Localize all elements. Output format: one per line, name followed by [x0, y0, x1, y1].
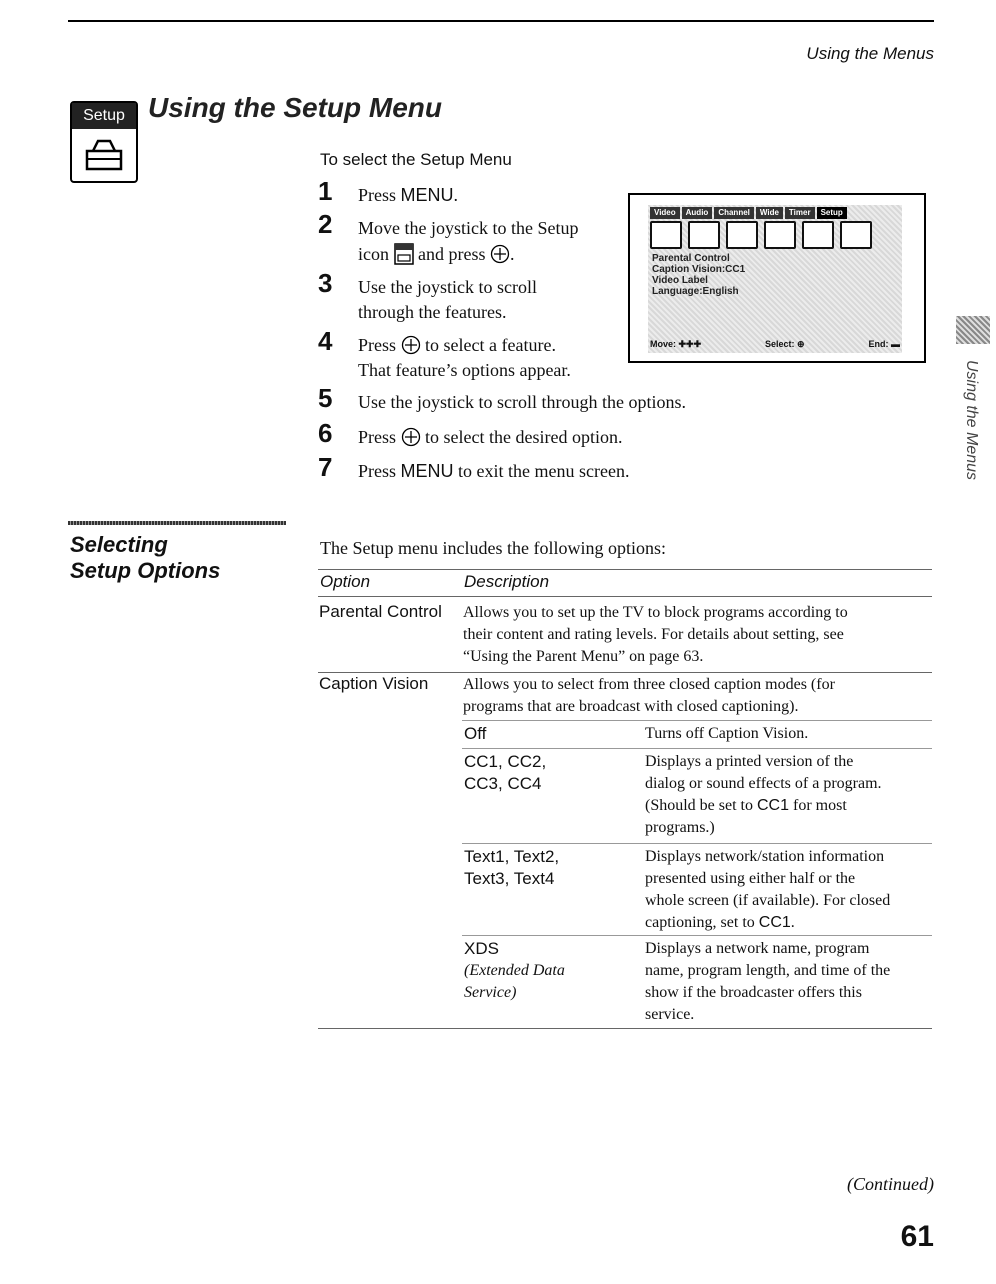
osd-select-hint: Select: ⊕ — [765, 339, 805, 349]
sub-row-rule — [462, 748, 932, 749]
osd-tab: Video — [650, 207, 680, 219]
description-line: whole screen (if available). For closed — [645, 892, 891, 909]
suboption-text — [464, 846, 559, 890]
setup-icon — [840, 221, 872, 249]
description-line: programs that are broadcast with closed captioning). — [463, 698, 799, 715]
suboption-name-line: XDS — [464, 939, 499, 958]
procedure-heading: To select the Setup Menu — [320, 150, 512, 169]
osd-tab: Wide — [756, 207, 783, 219]
section-title-line: Selecting — [70, 532, 168, 557]
description-line — [645, 795, 882, 817]
osd-tab: Timer — [785, 207, 815, 219]
osd-item: Video Label — [652, 275, 708, 286]
timer-icon — [802, 221, 834, 249]
description-code: CC1 — [757, 797, 790, 814]
description-line: show if the broadcaster offers this — [645, 984, 862, 1001]
step-number: 7 — [318, 452, 333, 482]
suboption-name-line: CC1, CC2, — [464, 752, 547, 771]
wide-icon — [764, 221, 796, 249]
step-number: 1 — [318, 176, 333, 206]
description-line: “Using the Parent Menu” on page 63. — [463, 648, 704, 665]
channel-icon — [726, 221, 758, 249]
step-text: Use the joystick to scroll — [358, 277, 537, 297]
description-line: Displays network/station information — [645, 848, 885, 865]
joystick-press-icon — [401, 335, 421, 355]
option-caption-vision: Caption Vision — [319, 674, 429, 693]
header-rule — [318, 596, 932, 597]
description-line: their content and rating levels. For details about setting, see — [463, 626, 844, 643]
description-text: for most — [789, 797, 847, 814]
osd-item-list — [652, 253, 745, 297]
osd-hint-text: Move: — [650, 339, 677, 349]
osd-hint-text: End: — [868, 339, 889, 349]
suboption-name-line: Text3, Text4 — [464, 869, 555, 888]
joystick-press-icon — [401, 427, 421, 447]
option-description — [463, 602, 848, 668]
suboption-name-line: CC3, CC4 — [464, 774, 542, 793]
menu-button-name: MENU — [400, 461, 454, 481]
suboption-off: Off — [464, 724, 487, 743]
setup-badge-label: Setup — [72, 103, 136, 129]
osd-tab-selected: Setup — [817, 207, 847, 219]
description-line — [645, 912, 890, 934]
col-header-option: Option — [320, 572, 371, 591]
description-line: programs.) — [645, 819, 715, 836]
step-text: Press — [358, 461, 401, 481]
step-text: to exit the menu screen. — [453, 461, 630, 481]
description-line: presented using either half or the — [645, 870, 856, 887]
description-text: . — [790, 914, 795, 931]
sub-row-rule — [462, 720, 932, 721]
step-text: Press — [358, 335, 397, 355]
table-bottom-rule — [318, 1028, 932, 1029]
setup-small-icon — [394, 243, 414, 265]
sub-row-rule — [462, 843, 932, 844]
osd-item: Language:English — [652, 286, 739, 297]
suboption-xds — [464, 938, 565, 1004]
step-text: to select the desired option. — [425, 427, 623, 447]
osd-tab-bar — [650, 207, 900, 219]
continued-note: (Continued) — [847, 1174, 934, 1194]
running-header: Using the Menus — [806, 44, 934, 63]
description-line: Allows you to select from three closed caption modes (for — [463, 676, 835, 693]
menu-button-name: MENU — [400, 185, 454, 205]
description-text: captioning, set to — [645, 914, 759, 931]
side-tab-text: Using the Menus — [963, 359, 980, 481]
step-text: That feature’s options appear. — [358, 360, 571, 380]
osd-move-hint: Move: ✚✚✚ — [650, 339, 702, 349]
step-text: Press — [358, 185, 401, 205]
suboption-name-line: Text1, Text2, — [464, 847, 560, 866]
section-intro: The Setup menu includes the following options: — [320, 538, 666, 558]
suboption-description — [645, 751, 882, 839]
side-tab-label — [956, 350, 986, 490]
osd-panel — [648, 205, 902, 353]
description-code: CC1 — [758, 914, 791, 931]
step-number: 3 — [318, 268, 333, 298]
osd-tab: Channel — [714, 207, 754, 219]
osd-end-hint: End: ▬ — [868, 339, 900, 349]
sub-row-rule — [462, 935, 932, 936]
joystick-press-icon — [490, 244, 510, 264]
option-parental-control: Parental Control — [319, 602, 442, 621]
table-top-rule — [318, 569, 932, 570]
step-text: to select a feature. — [425, 335, 556, 355]
osd-footer — [650, 339, 900, 350]
osd-hint-text: Select: — [765, 339, 795, 349]
suboption-description — [645, 938, 890, 1026]
step-text: . — [509, 244, 515, 264]
setup-toolbox-icon — [84, 135, 124, 173]
description-line: name, program length, and time of the — [645, 962, 891, 979]
page-number: 61 — [900, 1220, 934, 1253]
col-header-description: Description — [464, 572, 550, 591]
step-text: Use the joystick to scroll through the options. — [358, 392, 686, 412]
step-number: 2 — [318, 209, 333, 239]
suboption-description — [645, 846, 890, 934]
step-number: 6 — [318, 418, 333, 448]
row-rule — [318, 672, 932, 673]
description-text: (Should be set to — [645, 797, 757, 814]
setup-badge — [70, 101, 138, 183]
page-title: Using the Setup Menu — [148, 92, 442, 123]
section-title-line: Setup Options — [70, 558, 221, 583]
description-line: dialog or sound effects of a program. — [645, 775, 882, 792]
top-rule — [68, 20, 934, 22]
step-number: 4 — [318, 326, 333, 356]
step-text: Move the joystick to the Setup — [358, 218, 579, 238]
description-line: service. — [645, 1006, 695, 1023]
step-text: Press — [358, 427, 397, 447]
description-line: Allows you to set up the TV to block programs according to — [463, 604, 848, 621]
setup-menu-screen — [628, 193, 926, 363]
suboption-name-line: (Extended Data — [464, 962, 565, 979]
suboption-cc — [464, 751, 546, 795]
section-rule — [68, 521, 286, 525]
step-text: icon — [358, 244, 389, 264]
suboption-name-line: Service) — [464, 984, 517, 1001]
video-icon — [650, 221, 682, 249]
section-title — [70, 532, 220, 584]
option-description — [463, 674, 835, 718]
osd-icon-row — [650, 221, 872, 249]
step-text: and press — [418, 244, 486, 264]
description-line: Displays a network name, program — [645, 940, 870, 957]
step-text: through the features. — [358, 302, 507, 322]
step-number: 5 — [318, 383, 333, 413]
osd-tab: Audio — [682, 207, 713, 219]
suboption-description: Turns off Caption Vision. — [645, 725, 809, 742]
step-text: . — [453, 185, 459, 205]
audio-icon — [688, 221, 720, 249]
osd-item: Parental Control — [652, 253, 730, 264]
osd-item: Caption Vision:CC1 — [652, 264, 746, 275]
side-thumb-tab — [956, 316, 990, 344]
description-line: Displays a printed version of the — [645, 753, 854, 770]
